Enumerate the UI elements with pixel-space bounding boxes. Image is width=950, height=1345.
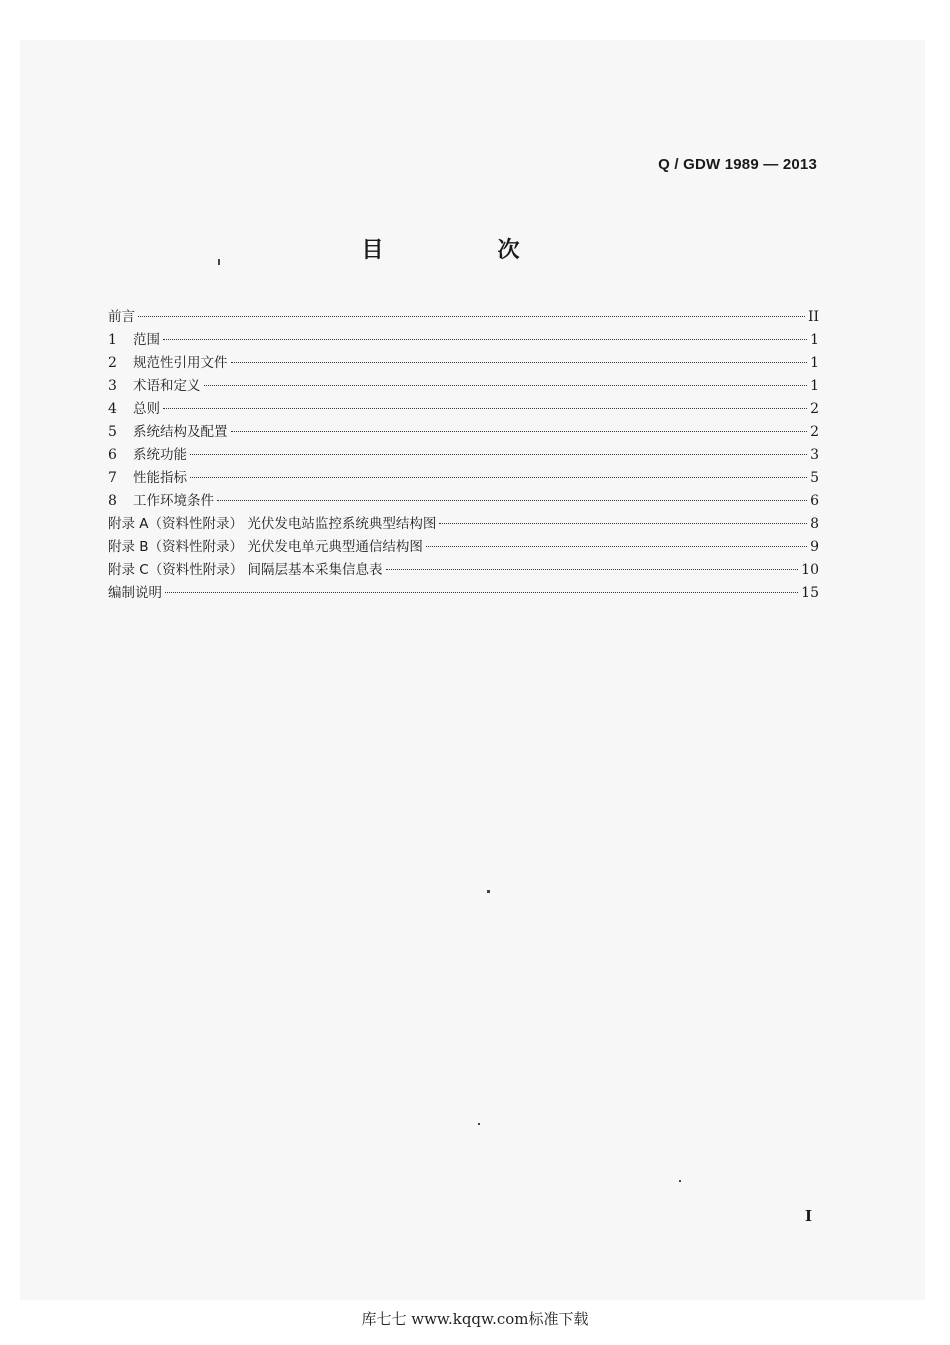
dot-leader bbox=[204, 385, 808, 386]
toc-entry-label: 编制说明 bbox=[108, 585, 162, 601]
dot-leader bbox=[386, 569, 799, 570]
toc-entry-page: 3 bbox=[810, 447, 819, 463]
dot-leader bbox=[165, 592, 798, 593]
toc-list bbox=[108, 306, 819, 605]
toc-entry[interactable] bbox=[108, 398, 819, 421]
toc-entry-number: 3 bbox=[108, 378, 117, 394]
toc-entry-page: 1 bbox=[810, 332, 819, 348]
toc-entry-page: 9 bbox=[810, 539, 819, 555]
dot-leader bbox=[439, 523, 807, 524]
toc-entry[interactable] bbox=[108, 352, 819, 375]
toc-entry-number: 8 bbox=[108, 493, 117, 509]
toc-entry[interactable] bbox=[108, 490, 819, 513]
toc-entry-number: 5 bbox=[108, 424, 117, 440]
dot-leader bbox=[138, 316, 805, 317]
toc-entry-label: 总则 bbox=[133, 401, 160, 417]
scan-speck bbox=[487, 890, 490, 893]
toc-entry[interactable] bbox=[108, 375, 819, 398]
toc-entry-page: 8 bbox=[810, 516, 819, 532]
toc-entry-page: 15 bbox=[801, 585, 819, 601]
toc-entry-label: 术语和定义 bbox=[133, 378, 201, 394]
toc-entry-label: 系统功能 bbox=[133, 447, 187, 463]
toc-entry-page: II bbox=[807, 309, 819, 325]
toc-entry-label: 附录 B（资料性附录） 光伏发电单元典型通信结构图 bbox=[108, 539, 423, 555]
dot-leader bbox=[190, 477, 807, 478]
toc-entry[interactable] bbox=[108, 444, 819, 467]
dot-leader bbox=[190, 454, 807, 455]
toc-title: 目 次 bbox=[361, 238, 566, 263]
toc-entry-label: 系统结构及配置 bbox=[133, 424, 228, 440]
toc-entry[interactable] bbox=[108, 306, 819, 329]
document-code: Q / GDW 1989 — 2013 bbox=[658, 156, 817, 173]
toc-entry[interactable] bbox=[108, 559, 819, 582]
toc-entry-label: 范围 bbox=[133, 332, 160, 348]
toc-entry-label: 工作环境条件 bbox=[133, 493, 214, 509]
dot-leader bbox=[163, 339, 807, 340]
scanned-page bbox=[20, 40, 925, 1300]
toc-entry-page: 1 bbox=[810, 378, 819, 394]
toc-entry-number: 6 bbox=[108, 447, 117, 463]
toc-entry-page: 1 bbox=[810, 355, 819, 371]
scan-speck bbox=[218, 259, 220, 265]
site-watermark: 库七七 www.kqqw.com标准下载 bbox=[361, 1310, 589, 1328]
toc-entry-page: 2 bbox=[810, 424, 819, 440]
dot-leader bbox=[217, 500, 807, 501]
dot-leader bbox=[163, 408, 807, 409]
toc-entry-number: 7 bbox=[108, 470, 117, 486]
scan-speck bbox=[478, 1123, 480, 1125]
scan-speck bbox=[679, 1180, 681, 1182]
toc-entry[interactable] bbox=[108, 421, 819, 444]
toc-entry-number: 2 bbox=[108, 355, 117, 371]
toc-entry[interactable] bbox=[108, 536, 819, 559]
toc-entry-label: 附录 C（资料性附录） 间隔层基本采集信息表 bbox=[108, 562, 383, 578]
dot-leader bbox=[426, 546, 807, 547]
toc-entry[interactable] bbox=[108, 513, 819, 536]
toc-entry-label: 性能指标 bbox=[133, 470, 187, 486]
toc-entry[interactable] bbox=[108, 329, 819, 352]
toc-entry-page: 10 bbox=[801, 562, 819, 578]
toc-entry[interactable] bbox=[108, 582, 819, 605]
toc-entry-page: 6 bbox=[810, 493, 819, 509]
toc-entry-label: 规范性引用文件 bbox=[133, 355, 228, 371]
dot-leader bbox=[231, 362, 808, 363]
toc-entry-page: 2 bbox=[810, 401, 819, 417]
toc-entry-number: 4 bbox=[108, 401, 117, 417]
toc-entry[interactable] bbox=[108, 467, 819, 490]
toc-entry-label: 前言 bbox=[108, 309, 135, 325]
toc-entry-label: 附录 A（资料性附录） 光伏发电站监控系统典型结构图 bbox=[108, 516, 437, 532]
toc-entry-number: 1 bbox=[108, 332, 117, 348]
toc-entry-page: 5 bbox=[810, 470, 819, 486]
dot-leader bbox=[231, 431, 808, 432]
page-number: I bbox=[805, 1207, 813, 1225]
